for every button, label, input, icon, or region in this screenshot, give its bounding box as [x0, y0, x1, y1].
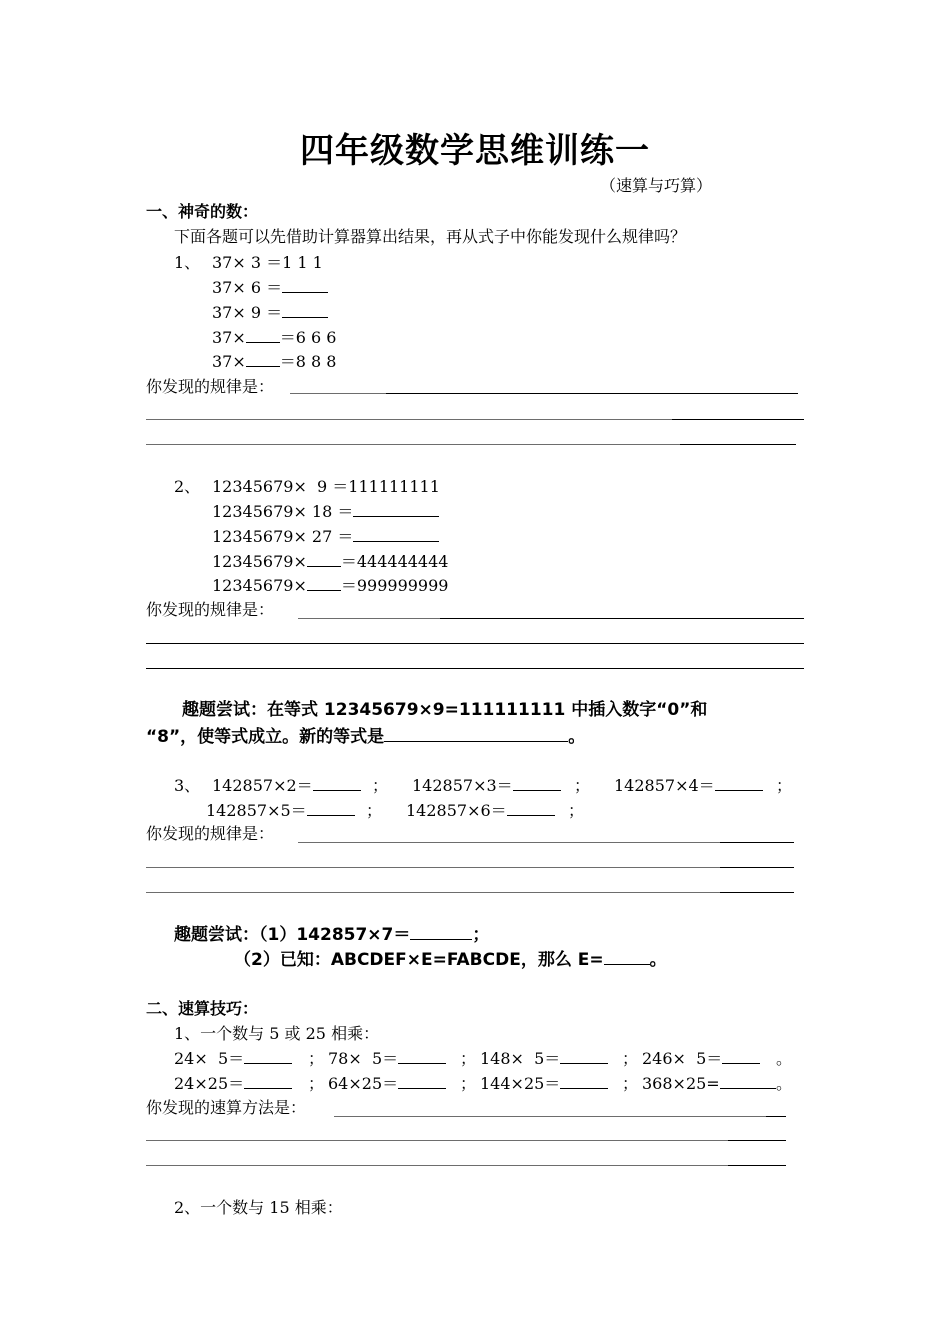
- rule-line[interactable]: [766, 1116, 786, 1117]
- rule-line[interactable]: [146, 643, 804, 644]
- problem3-number: 3、: [174, 776, 201, 795]
- section2-heading: 二、速算技巧：: [146, 999, 259, 1018]
- trial1-line2: “8”，使等式成立。新的等式是 。: [146, 727, 586, 747]
- calc-row1-b: 78× 5＝: [328, 1049, 446, 1069]
- separator: ；: [622, 1049, 639, 1068]
- trial2-line2: （2）已知：ABCDEF×E=FABCDE，那么 E= 。: [234, 950, 667, 970]
- problem3-b: 142857×3＝: [412, 776, 561, 796]
- calc-row1-c: 148× 5＝: [480, 1049, 608, 1069]
- problem3-c: 142857×4＝: [614, 776, 763, 796]
- separator: ；: [366, 801, 383, 820]
- separator: ；: [308, 1074, 325, 1093]
- problem1-line2: 37× 6 ＝: [212, 278, 328, 298]
- period: 。: [776, 1049, 793, 1068]
- separator: ；: [574, 776, 591, 795]
- section2-sub2-title: 2、一个数与 15 相乘：: [174, 1198, 343, 1217]
- rule-line[interactable]: [720, 842, 794, 843]
- problem1-rule-label: 你发现的规律是：: [146, 377, 275, 396]
- rule-line[interactable]: [146, 1140, 728, 1141]
- answer-blank[interactable]: [353, 502, 439, 517]
- calc-row2-b: 64×25＝: [328, 1074, 446, 1094]
- answer-blank[interactable]: [384, 725, 568, 742]
- calc-row2-d: 368×25=: [642, 1074, 776, 1094]
- rule-line[interactable]: [386, 393, 798, 394]
- problem2-line1: 12345679× 9 ＝111111111: [212, 477, 440, 496]
- calc-row2-a: 24×25＝: [174, 1074, 292, 1094]
- calc-row1-a: 24× 5＝: [174, 1049, 292, 1069]
- separator: ；: [622, 1074, 639, 1093]
- problem2-line4: 12345679× ＝444444444: [212, 552, 449, 571]
- rule-line[interactable]: [146, 419, 672, 420]
- answer-blank[interactable]: [722, 1049, 760, 1064]
- problem2-line5: 12345679× ＝999999999: [212, 576, 449, 595]
- answer-blank[interactable]: [398, 1074, 446, 1089]
- rule-line[interactable]: [146, 668, 804, 669]
- answer-blank[interactable]: [560, 1049, 608, 1064]
- trial2-line1: 趣题尝试：（1）142857×7＝ ；: [174, 925, 490, 945]
- rule-line[interactable]: [720, 867, 794, 868]
- problem2-rule-label: 你发现的规律是：: [146, 600, 275, 619]
- answer-blank[interactable]: [244, 1049, 292, 1064]
- method-label: 你发现的速算方法是：: [146, 1098, 307, 1117]
- separator: ；: [308, 1049, 325, 1068]
- answer-blank[interactable]: [313, 776, 361, 791]
- separator: ；: [372, 776, 389, 795]
- answer-blank[interactable]: [513, 776, 561, 791]
- rule-line[interactable]: [672, 419, 804, 420]
- period: 。: [776, 1074, 793, 1093]
- rule-line[interactable]: [298, 842, 720, 843]
- separator: ；: [568, 801, 585, 820]
- rule-line[interactable]: [290, 393, 386, 394]
- rule-line[interactable]: [440, 618, 804, 619]
- answer-blank[interactable]: [244, 1074, 292, 1089]
- rule-line[interactable]: [146, 867, 720, 868]
- problem3-e: 142857×6＝: [406, 801, 555, 821]
- rule-line[interactable]: [728, 1165, 786, 1166]
- separator: ；: [776, 776, 793, 795]
- section1-heading: 一、神奇的数：: [146, 202, 259, 221]
- subtitle: （速算与巧算）: [600, 176, 713, 195]
- problem3-rule-label: 你发现的规律是：: [146, 824, 275, 843]
- section1-intro: 下面各题可以先借助计算器算出结果，再从式子中你能发现什么规律吗？: [174, 227, 687, 246]
- answer-blank[interactable]: [720, 1074, 776, 1089]
- problem2-line2: 12345679× 18 ＝: [212, 502, 439, 522]
- problem3-d: 142857×5＝: [206, 801, 355, 821]
- answer-blank[interactable]: [507, 801, 555, 816]
- answer-blank[interactable]: [715, 776, 763, 791]
- section2-sub1-title: 1、一个数与 5 或 25 相乘：: [174, 1024, 380, 1043]
- problem1-line4: 37× ＝6 6 6: [212, 328, 337, 347]
- answer-blank[interactable]: [307, 576, 341, 591]
- answer-blank[interactable]: [246, 352, 280, 367]
- answer-blank[interactable]: [560, 1074, 608, 1089]
- answer-blank[interactable]: [398, 1049, 446, 1064]
- rule-line[interactable]: [334, 1116, 766, 1117]
- rule-line[interactable]: [146, 892, 720, 893]
- answer-blank[interactable]: [282, 303, 328, 318]
- rule-line[interactable]: [298, 618, 440, 619]
- problem1-line5: 37× ＝8 8 8: [212, 352, 337, 371]
- answer-blank[interactable]: [307, 552, 341, 567]
- rule-line[interactable]: [146, 444, 680, 445]
- answer-blank[interactable]: [307, 801, 355, 816]
- rule-line[interactable]: [720, 892, 794, 893]
- separator: ；: [460, 1049, 477, 1068]
- answer-blank[interactable]: [604, 948, 650, 965]
- separator: ；: [460, 1074, 477, 1093]
- rule-line[interactable]: [728, 1140, 786, 1141]
- calc-row1-d: 246× 5＝: [642, 1049, 760, 1069]
- answer-blank[interactable]: [410, 923, 472, 940]
- problem3-a: 142857×2＝: [212, 776, 361, 796]
- problem1-line1: 37× 3 ＝1 1 1: [212, 253, 323, 272]
- page-title: 四年级数学思维训练一: [300, 131, 650, 171]
- answer-blank[interactable]: [282, 278, 328, 293]
- answer-blank[interactable]: [353, 527, 439, 542]
- problem1-number: 1、: [174, 253, 201, 272]
- problem2-line3: 12345679× 27 ＝: [212, 527, 439, 547]
- problem2-number: 2、: [174, 477, 201, 496]
- calc-row2-c: 144×25＝: [480, 1074, 608, 1094]
- problem1-line3: 37× 9 ＝: [212, 303, 328, 323]
- answer-blank[interactable]: [246, 328, 280, 343]
- rule-line[interactable]: [146, 1165, 728, 1166]
- rule-line[interactable]: [680, 444, 796, 445]
- trial1-line1: 趣题尝试：在等式 12345679×9=111111111 中插入数字“0”和: [182, 700, 708, 720]
